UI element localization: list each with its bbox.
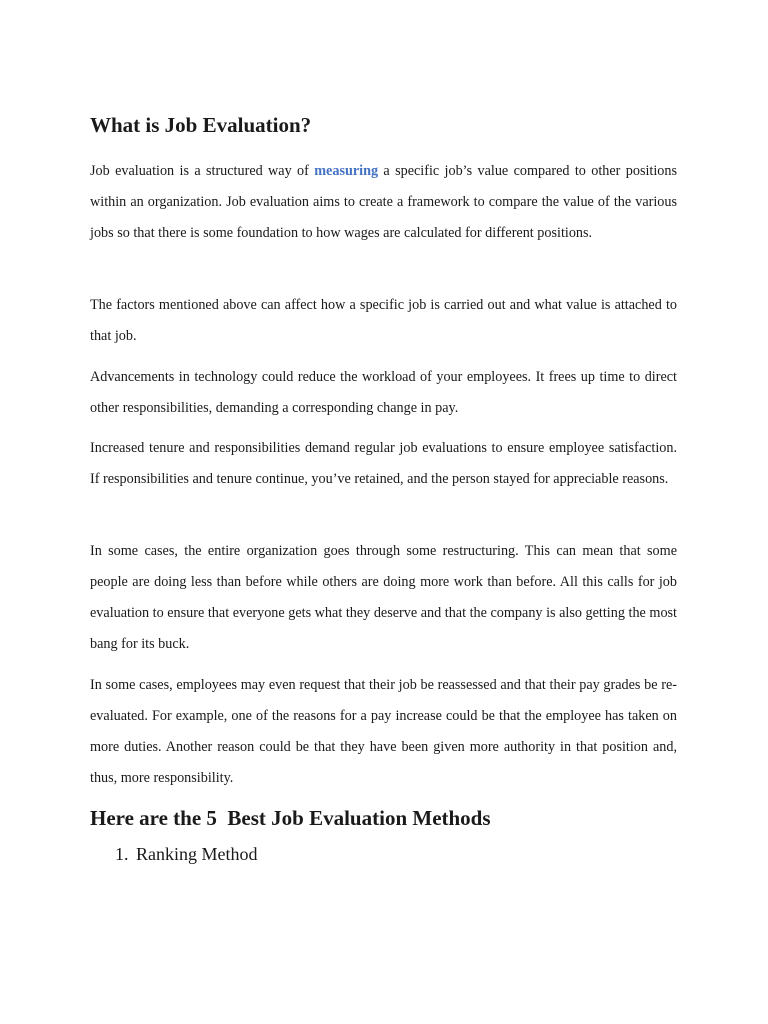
paragraph-text: a specific job’s value compared to other positions within an organization. Job evaluation aims to create a framework to compare the value of the various jobs so that there is some foundation to how wages are calculated for different positions. bbox=[90, 163, 677, 241]
measuring-link[interactable]: measuring bbox=[314, 163, 379, 179]
methods-heading: Here are the 5 Best Job Evaluation Methods bbox=[90, 806, 491, 830]
methods-list bbox=[115, 841, 258, 867]
list-item-number: 1. bbox=[115, 844, 129, 864]
paragraph-tenure: Increased tenure and responsibilities demand regular job evaluations to ensure employee satisfaction. If responsibilities and tenure continue, you’ve retained, and the person stayed for appreciable reasons. bbox=[90, 440, 677, 487]
list-item bbox=[115, 841, 258, 867]
paragraph-text: Job evaluation is a structured way of bbox=[90, 163, 315, 179]
paragraph-restructuring: In some cases, the entire organization goes through some restructuring. This can mean that some people are doing less than before while others are doing more work than before. All this calls for job evaluation to ensure that everyone gets what they deserve and that the company is also getting the most bang for its buck. bbox=[90, 543, 677, 652]
paragraph-factors: The factors mentioned above can affect how a specific job is carried out and what value is attached to that job. bbox=[90, 297, 677, 344]
page-title: What is Job Evaluation? bbox=[90, 113, 312, 137]
paragraph-intro bbox=[90, 156, 677, 249]
list-item-label: Ranking Method bbox=[136, 844, 258, 864]
paragraph-reassessment: In some cases, employees may even request that their job be reassessed and that their pay grades be re-evaluated. For example, one of the reasons for a pay increase could be that the employee has taken on more duties. Another reason could be that they have been given more authority in that position and, thus, more responsibility. bbox=[90, 677, 677, 786]
paragraph-technology: Advancements in technology could reduce the workload of your employees. It frees up time to direct other responsibilities, demanding a corresponding change in pay. bbox=[90, 369, 677, 416]
